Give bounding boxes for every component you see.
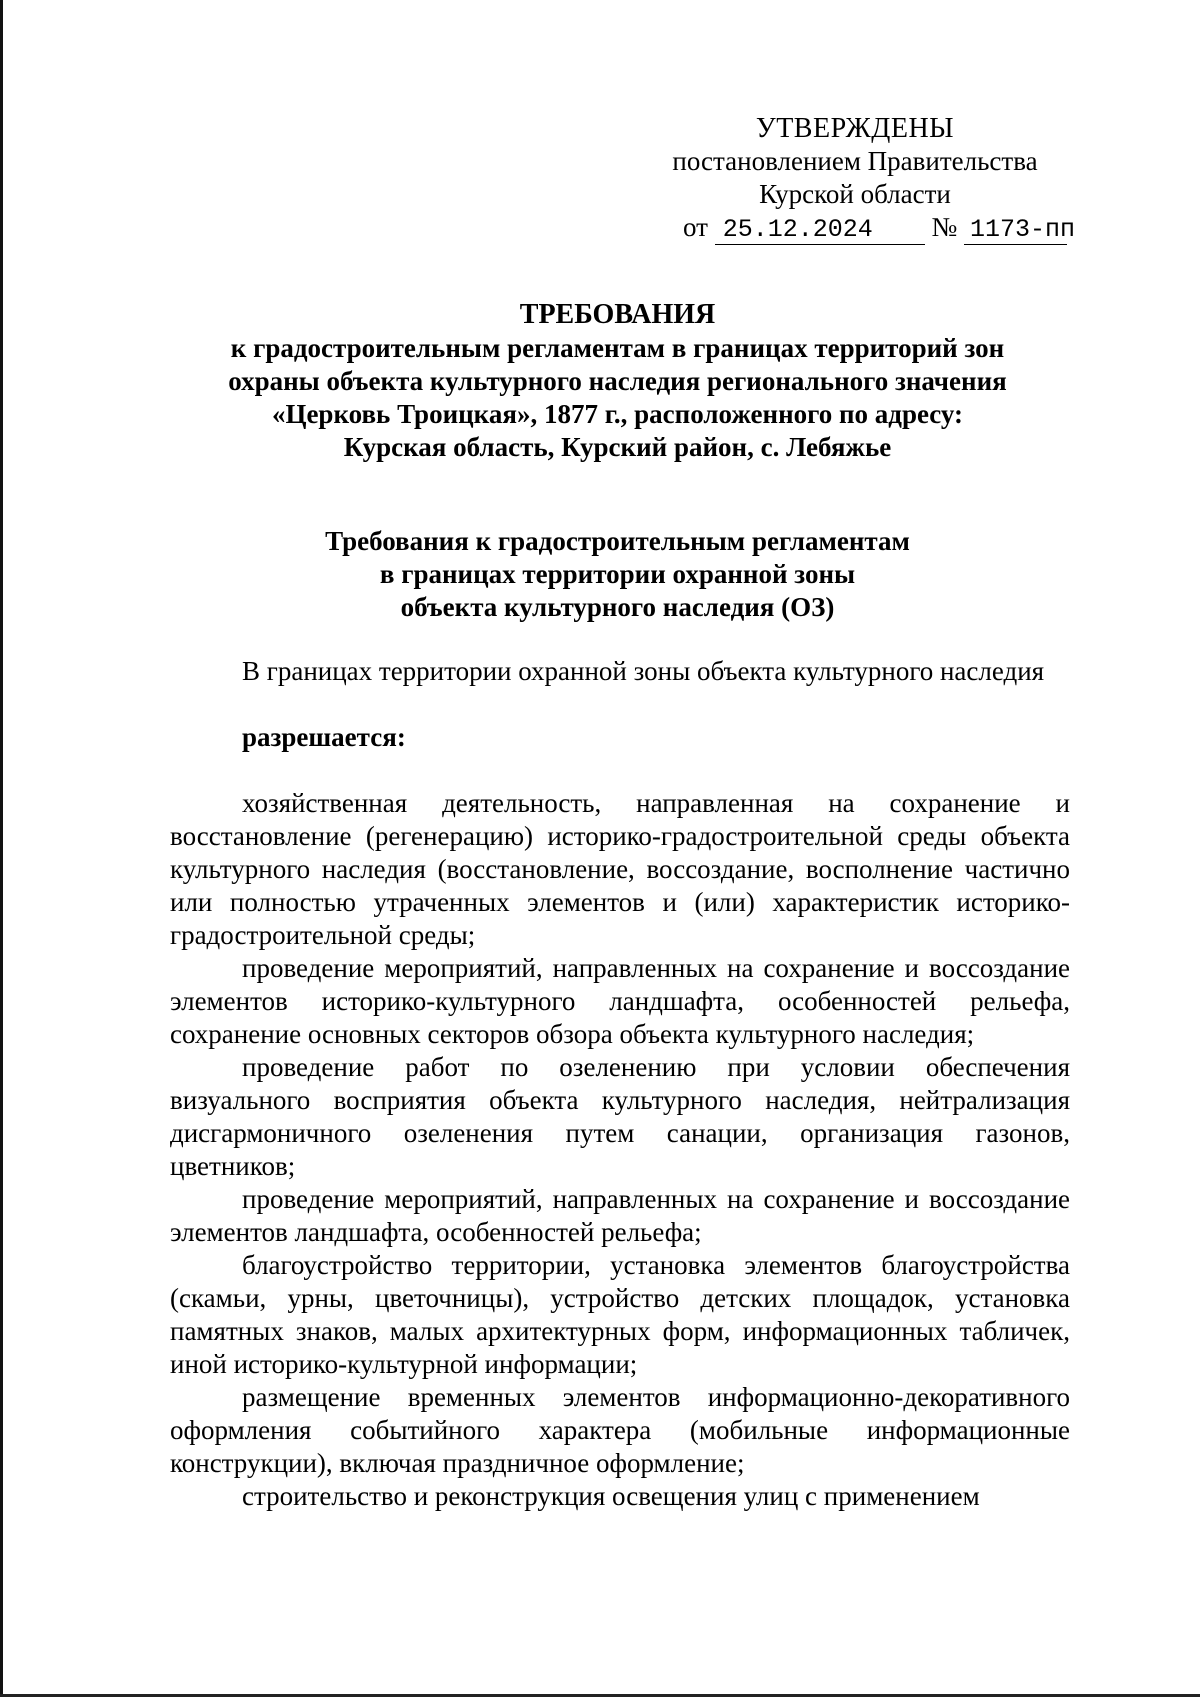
- list-item: проведение работ по озеленению при условии обеспечения визуального восприятия объекта культурного наследия, нейтрализация дисгармоничного озеленения путем санации, организация газонов, цветников;: [170, 1052, 1070, 1181]
- list-item: строительство и реконструкция освещения улиц с применением: [242, 1481, 980, 1511]
- title-line-2: охраны объекта культурного наследия регионального значения: [228, 366, 1007, 396]
- body-text: [170, 655, 1070, 1513]
- intro-paragraph: В границах территории охранной зоны объекта культурного наследия: [242, 656, 1045, 686]
- list-item: размещение временных элементов информационно-декоративного оформления событийного характера (мобильные информационные конструкции), включая праздничное оформление;: [170, 1382, 1070, 1478]
- title-main: ТРЕБОВАНИЯ: [519, 299, 716, 330]
- allowed-heading: разрешается:: [242, 722, 406, 752]
- section-heading-line-1: Требования к градостроительным регламентам: [325, 526, 910, 556]
- list-item: благоустройство территории, установка элементов благоустройства (скамьи, урны, цветочницы), устройство детских площадок, установка памятных знаков, малых архитектурных форм, информационных табличек, иной историко-культурной информации;: [170, 1250, 1070, 1379]
- title-line-3: «Церковь Троицкая», 1877 г., расположенного по адресу:: [271, 399, 964, 429]
- decree-date: 25.12.2024: [715, 215, 925, 245]
- section-heading-line-2: в границах территории охранной зоны: [379, 559, 856, 589]
- list-item: проведение мероприятий, направленных на сохранение и воссоздание элементов ландшафта, особенностей рельефа;: [170, 1184, 1070, 1247]
- decree-number: 1173-пп: [964, 215, 1067, 245]
- approved-label: УТВЕРЖДЕНЫ: [755, 113, 955, 144]
- section-heading: [200, 525, 1035, 624]
- approval-line-1: постановлением Правительства: [672, 146, 1038, 176]
- spacer: [170, 754, 1070, 787]
- list-item: проведение мероприятий, направленных на сохранение и воссоздание элементов историко-культурного ландшафта, особенностей рельефа, сохранение основных секторов обзора объекта культурного наследия;: [170, 953, 1070, 1049]
- document-title: [150, 298, 1085, 464]
- spacer: [170, 688, 1070, 721]
- section-heading-line-3: объекта культурного наследия (ОЗ): [400, 592, 835, 622]
- title-line-4: Курская область, Курский район, с. Лебяжье: [343, 432, 892, 462]
- date-prefix: от: [683, 212, 708, 242]
- title-line-1: к градостроительным регламентам в границах территорий зон: [230, 333, 1005, 363]
- approval-stamp: [640, 112, 1070, 211]
- scan-edge-left: [0, 0, 3, 1697]
- number-prefix: №: [931, 212, 958, 242]
- approval-line-2: Курской области: [759, 179, 951, 209]
- decree-date-line: [683, 212, 1073, 246]
- list-item: хозяйственная деятельность, направленная на сохранение и восстановление (регенерацию) историко-градостроительной среды объекта культурного наследия (восстановление, воссоздание, восполнение частично или полностью утраченных элементов и (или) характеристик историко-градостроительной среды;: [170, 788, 1070, 950]
